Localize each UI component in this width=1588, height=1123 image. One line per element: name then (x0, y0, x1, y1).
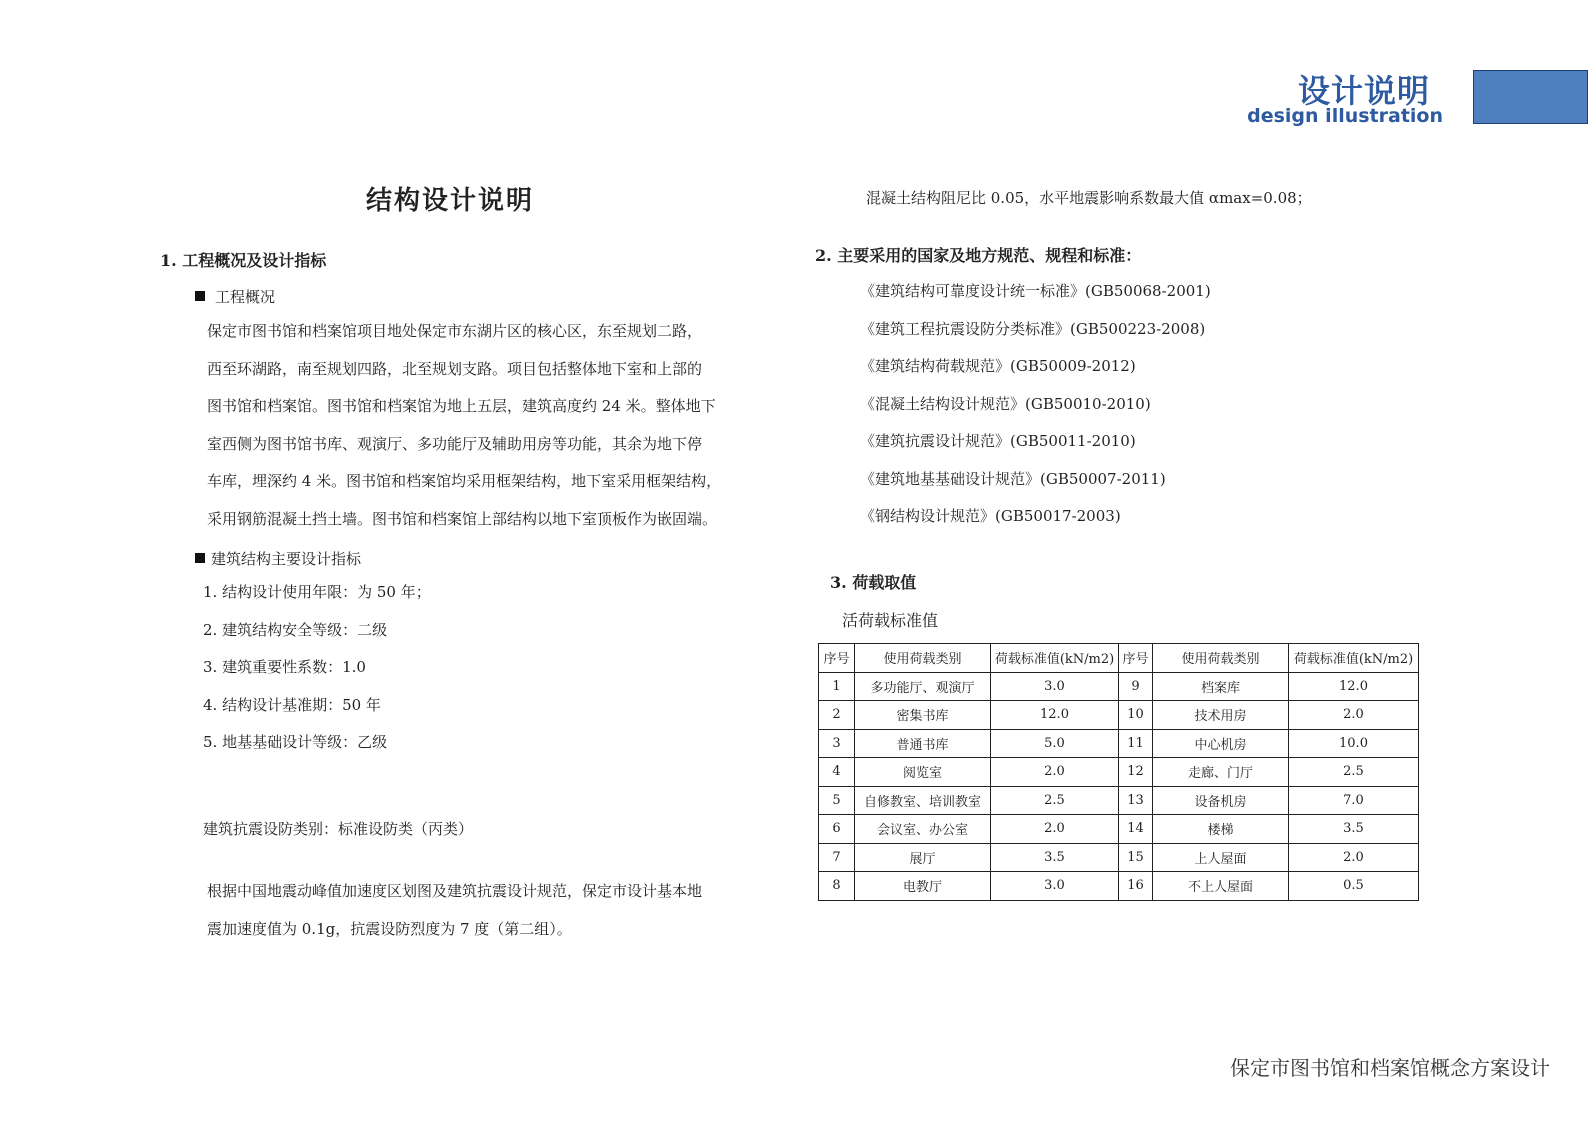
seismic-paragraph (207, 873, 702, 948)
table-cell: 档案库 (1153, 672, 1289, 701)
column-header: 序号 (1119, 644, 1153, 673)
document-title: 结构设计说明 (365, 186, 534, 216)
table-cell: 技术用房 (1153, 701, 1289, 730)
table-cell: 电教厅 (855, 872, 991, 901)
table-cell: 9 (1119, 672, 1153, 701)
table-cell: 密集书库 (855, 701, 991, 730)
overview-paragraph (207, 313, 787, 538)
table-cell: 16 (1119, 872, 1153, 901)
paragraph-line: 震加速度值为 0.1g，抗震设防烈度为 7 度（第二组）。 (207, 919, 572, 938)
header-color-block (1473, 70, 1588, 124)
table-row (819, 843, 1419, 872)
table-cell: 2.0 (991, 758, 1119, 787)
table-cell: 3 (819, 729, 855, 758)
table-cell: 会议室、办公室 (855, 815, 991, 844)
paragraph-line: 车库，埋深约 4 米。图书馆和档案馆均采用框架结构，地下室采用框架结构， (207, 472, 722, 490)
table-row (819, 815, 1419, 844)
table-row (819, 672, 1419, 701)
table-cell: 6 (819, 815, 855, 844)
table-cell: 展厅 (855, 843, 991, 872)
seismic-category: 建筑抗震设防类别：标准设防类（丙类） (203, 820, 474, 838)
table-cell: 楼梯 (1153, 815, 1289, 844)
paragraph-line: 图书馆和档案馆。图书馆和档案馆为地上五层，建筑高度约 24 米。整体地下 (207, 397, 716, 415)
paragraph-line: 西至环湖路，南至规划四路，北至规划支路。项目包括整体地下室和上部的 (207, 359, 703, 378)
table-cell: 多功能厅、观演厅 (855, 672, 991, 701)
table-cell: 3.0 (991, 672, 1119, 701)
table-cell: 上人屋面 (1153, 843, 1289, 872)
table-row (819, 729, 1419, 758)
table-cell: 0.5 (1289, 872, 1419, 901)
table-cell: 2.0 (991, 815, 1119, 844)
standard-item: 《建筑地基基础设计规范》(GB50007-2011) (860, 469, 1166, 488)
standards-list (860, 273, 1211, 536)
table-cell: 12.0 (1289, 672, 1419, 701)
indicators-list (203, 574, 431, 762)
table-cell: 普通书库 (855, 729, 991, 758)
table-cell: 7 (819, 843, 855, 872)
table-cell: 1 (819, 672, 855, 701)
table-cell: 不上人屋面 (1153, 872, 1289, 901)
table-row (819, 872, 1419, 901)
table-cell: 设备机房 (1153, 786, 1289, 815)
header-title: 设计说明 (1297, 72, 1430, 110)
table-cell: 阅览室 (855, 758, 991, 787)
table-cell: 2.5 (1289, 758, 1419, 787)
standard-item: 《建筑结构荷载规范》(GB50009-2012) (860, 357, 1136, 375)
section-1-title: 1. 工程概况及设计指标 (160, 251, 327, 270)
table-cell: 12.0 (991, 701, 1119, 730)
table-row (819, 758, 1419, 787)
table-cell: 13 (1119, 786, 1153, 815)
table-cell: 3.0 (991, 872, 1119, 901)
table-cell: 3.5 (991, 843, 1119, 872)
standard-item: 《钢结构设计规范》(GB50017-2003) (860, 507, 1121, 525)
paragraph-line: 根据中国地震动峰值加速度区划图及建筑抗震设计规范，保定市设计基本地 (207, 882, 703, 900)
overview-heading (195, 286, 275, 307)
paragraph-line: 采用钢筋混凝土挡土墙。图书馆和档案馆上部结构以地下室顶板作为嵌固端。 (207, 509, 718, 528)
standard-item: 《建筑工程抗震设防分类标准》(GB500223-2008) (860, 319, 1206, 338)
table-cell: 自修教室、培训教室 (855, 786, 991, 815)
bullet-square-icon (195, 553, 205, 563)
table-cell: 12 (1119, 758, 1153, 787)
section-2-title: 2. 主要采用的国家及地方规范、规程和标准： (815, 246, 1142, 265)
standard-item: 《建筑抗震设计规范》(GB50011-2010) (860, 432, 1136, 450)
indicator-item: 1. 结构设计使用年限：为 50 年； (203, 583, 431, 601)
indicators-heading (195, 548, 361, 569)
overview-heading-text: 工程概况 (215, 288, 276, 306)
table-cell: 2 (819, 701, 855, 730)
column-header: 序号 (819, 644, 855, 673)
indicators-heading-text: 建筑结构主要设计指标 (211, 550, 362, 568)
standard-item: 《混凝土结构设计规范》(GB50010-2010) (860, 394, 1151, 413)
table-cell: 4 (819, 758, 855, 787)
table-row (819, 701, 1419, 730)
table-cell: 14 (1119, 815, 1153, 844)
table-header-row (819, 644, 1419, 673)
header-subtitle: design illustration (1247, 105, 1443, 127)
table-cell: 7.0 (1289, 786, 1419, 815)
paragraph-line: 室西侧为图书馆书库、观演厅、多功能厅及辅助用房等功能，其余为地下停 (207, 434, 703, 453)
footer-project-name: 保定市图书馆和档案馆概念方案设计 (1230, 1056, 1550, 1080)
indicator-item: 5. 地基基础设计等级：乙级 (203, 733, 388, 751)
table-cell: 走廊、门厅 (1153, 758, 1289, 787)
table-cell: 5 (819, 786, 855, 815)
paragraph-line: 保定市图书馆和档案馆项目地处保定市东湖片区的核心区，东至规划二路， (207, 322, 703, 340)
indicator-item: 2. 建筑结构安全等级：二级 (203, 620, 388, 639)
indicator-item: 4. 结构设计基准期：50 年 (203, 695, 381, 714)
column-header: 荷载标准值(kN/m2) (1289, 644, 1419, 673)
column-header: 使用荷载类别 (1153, 644, 1289, 673)
table-cell: 中心机房 (1153, 729, 1289, 758)
table-cell: 5.0 (991, 729, 1119, 758)
indicator-item: 3. 建筑重要性系数：1.0 (203, 658, 366, 676)
column-header: 荷载标准值(kN/m2) (991, 644, 1119, 673)
table-cell: 10.0 (1289, 729, 1419, 758)
table-cell: 11 (1119, 729, 1153, 758)
table-cell: 10 (1119, 701, 1153, 730)
bullet-square-icon (195, 291, 205, 301)
table-row (819, 786, 1419, 815)
table-cell: 2.5 (991, 786, 1119, 815)
standard-item: 《建筑结构可靠度设计统一标准》(GB50068-2001) (860, 282, 1211, 300)
table-cell: 3.5 (1289, 815, 1419, 844)
table-cell: 15 (1119, 843, 1153, 872)
table-cell: 2.0 (1289, 701, 1419, 730)
section-3-title: 3. 荷载取值 (830, 573, 917, 592)
table-caption: 活荷载标准值 (842, 611, 939, 630)
damping-line: 混凝土结构阻尼比 0.05，水平地震影响系数最大值 αmax=0.08； (866, 189, 1312, 207)
column-header: 使用荷载类别 (855, 644, 991, 673)
table-cell: 2.0 (1289, 843, 1419, 872)
table-cell: 8 (819, 872, 855, 901)
live-load-table (818, 643, 1419, 901)
